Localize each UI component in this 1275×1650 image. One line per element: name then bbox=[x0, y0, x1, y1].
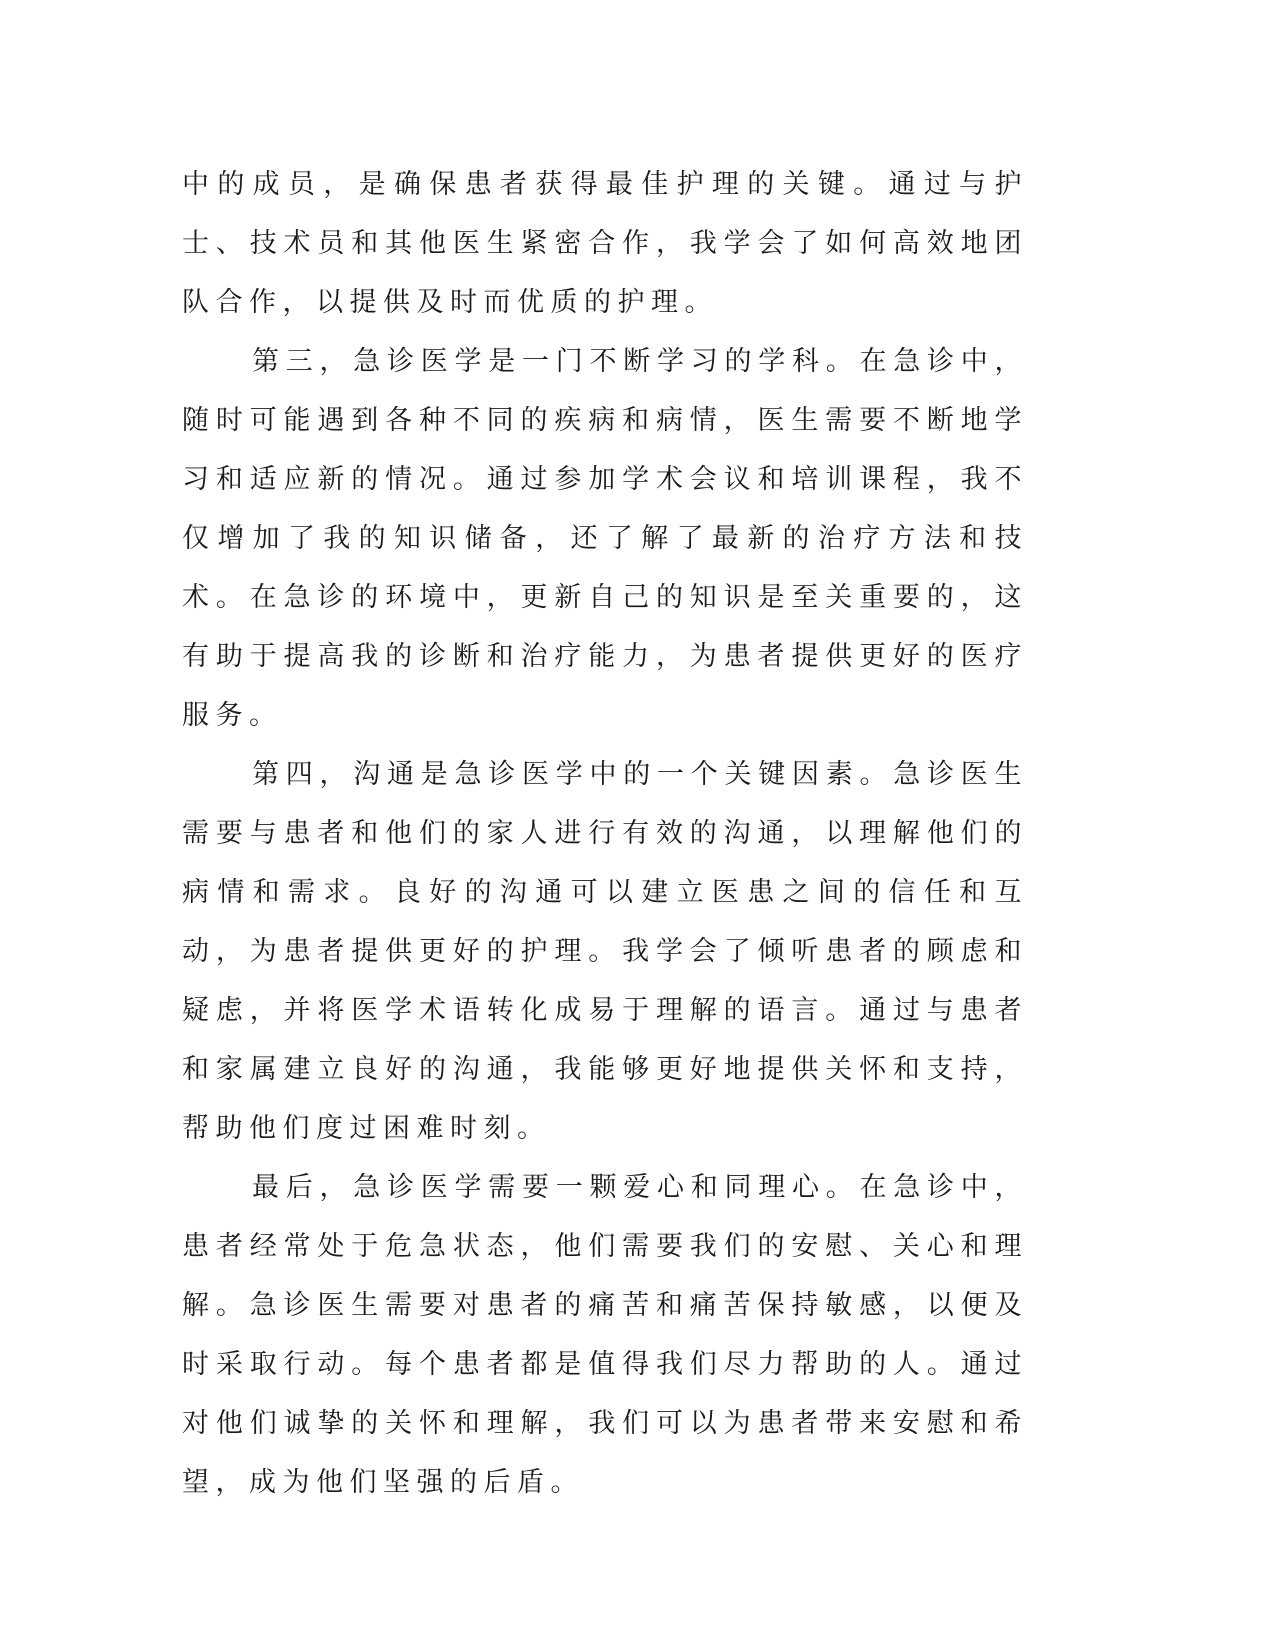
paragraph-final-point: 最后，急诊医学需要一颗爱心和同理心。在急诊中，患者经常处于危急状态，他们需要我们的安慰、关心和理解。急诊医生需要对患者的痛苦和痛苦保持敏感，以便及时采取行动。每个患者都是值得我们尽力帮助的人。通过对他们诚挚的关怀和理解，我们可以为患者带来安慰和希望，成为他们坚强的后盾。 bbox=[182, 1172, 1028, 1498]
paragraph-continuation: 中的成员，是确保患者获得最佳护理的关键。通过与护士、技术员和其他医生紧密合作，我学会了如何高效地团队合作，以提供及时而优质的护理。 bbox=[182, 169, 1028, 318]
paragraph-third-point: 第三，急诊医学是一门不断学习的学科。在急诊中，随时可能遇到各种不同的疾病和病情，医生需要不断地学习和适应新的情况。通过参加学术会议和培训课程，我不仅增加了我的知识储备，还了解了最新的治疗方法和技术。在急诊的环境中，更新自己的知识是至关重要的，这有助于提高我的诊断和治疗能力，为患者提供更好的医疗服务。 bbox=[182, 346, 1028, 731]
body-text bbox=[182, 155, 1028, 1512]
paragraph-fourth-point: 第四，沟通是急诊医学中的一个关键因素。急诊医生需要与患者和他们的家人进行有效的沟通，以理解他们的病情和需求。良好的沟通可以建立医患之间的信任和互动，为患者提供更好的护理。我学会了倾听患者的顾虑和疑虑，并将医学术语转化成易于理解的语言。通过与患者和家属建立良好的沟通，我能够更好地提供关怀和支持，帮助他们度过困难时刻。 bbox=[182, 759, 1028, 1144]
